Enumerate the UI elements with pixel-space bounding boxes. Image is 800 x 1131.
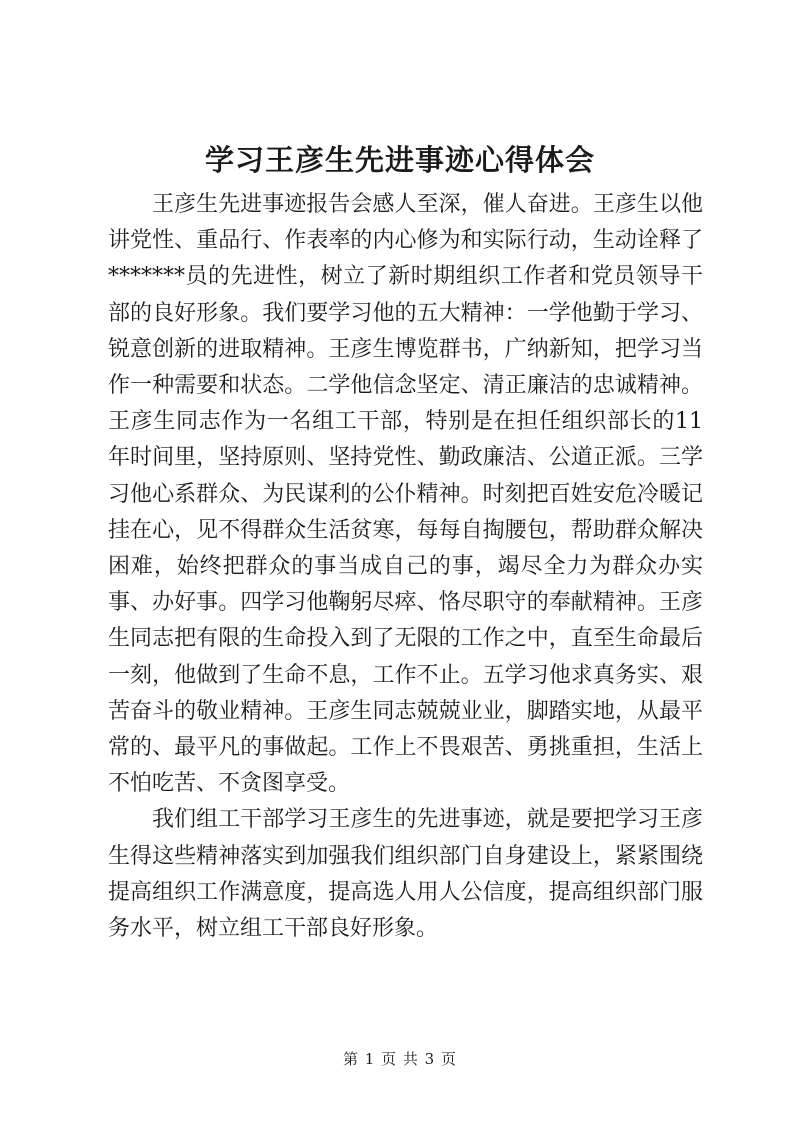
document-body — [108, 187, 703, 947]
paragraph-1: 王彦生先进事迹报告会感人至深，催人奋进。王彦生以他讲党性、重品行、作表率的内心修为和实际行动，生动诠释了*******员的先进性，树立了新时期组织工作者和党员领导干部的良好形象。我们要学习他的五大精神：一学他勤于学习、锐意创新的进取精神。王彦生博览群书，广纳新知，把学习当作一种需要和状态。二学他信念坚定、清正廉洁的忠诚精神。王彦生同志作为一名组工干部，特别是在担任组织部长的11年时间里，坚持原则、坚持党性、勤政廉洁、公道正派。三学习他心系群众、为民谋利的公仆精神。时刻把百姓安危冷暖记挂在心，见不得群众生活贫寒，每每自掏腰包，帮助群众解决困难，始终把群众的事当成自己的事，竭尽全力为群众办实事、办好事。四学习他鞠躬尽瘁、恪尽职守的奉献精神。王彦生同志把有限的生命投入到了无限的工作之中，直至生命最后一刻，他做到了生命不息，工作不止。五学习他求真务实、艰苦奋斗的敬业精神。王彦生同志兢兢业业，脚踏实地，从最平常的、最平凡的事做起。工作上不畏艰苦、勇挑重担，生活上不怕吃苦、不贪图享受。 — [108, 192, 703, 797]
document-title: 学习王彦生先进事迹心得体会 — [204, 143, 595, 177]
paragraph-2: 我们组工干部学习王彦生的先进事迹，就是要把学习王彦生得这些精神落实到加强我们组织部门自身建设上，紧紧围绕提高组织工作满意度，提高选人用人公信度，提高组织部门服务水平，树立组工干部良好形象。 — [108, 807, 703, 942]
page-number-footer: 第 1 页 共 3 页 — [343, 1050, 457, 1068]
